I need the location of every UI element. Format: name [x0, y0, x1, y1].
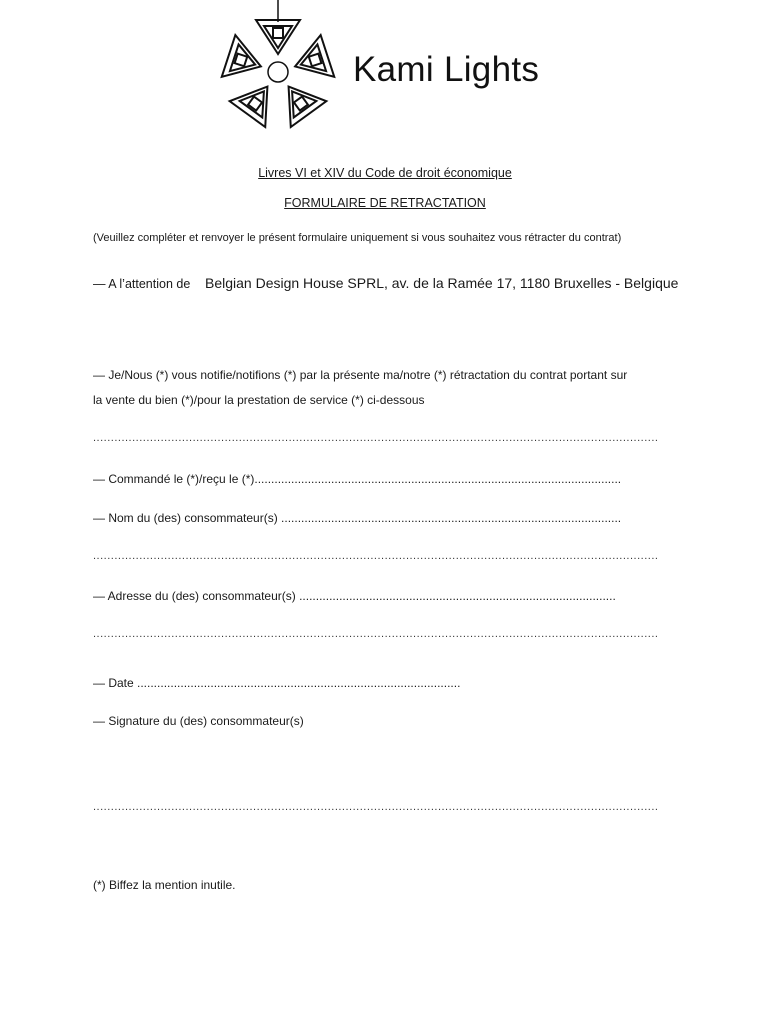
footnote: (*) Biffez la mention inutile.: [93, 878, 236, 892]
brand-name: Kami Lights: [353, 50, 540, 89]
date-field[interactable]: — Date .................................................................................................: [93, 676, 461, 690]
form-instructions: (Veuillez compléter et renvoyer le présent formulaire uniquement si vous souhaitez vous rétracter du contrat): [93, 232, 622, 244]
consumer-name-field[interactable]: — Nom du (des) consommateur(s) ......................................................................................................: [93, 511, 622, 525]
signature-label: — Signature du (des) consommateur(s): [93, 714, 304, 728]
consumer-address-field[interactable]: — Adresse du (des) consommateur(s) ...............................................................................................: [93, 589, 616, 603]
blank-line-goods[interactable]: ...............................................................................................................................................................: [93, 432, 659, 444]
blank-line-name[interactable]: ...............................................................................................................................................................: [93, 550, 659, 562]
ordered-received-field[interactable]: — Commandé le (*)/reçu le (*)..............................................................................................................: [93, 472, 622, 486]
signature-line[interactable]: ...............................................................................................................................................................: [93, 801, 659, 813]
law-reference: Livres VI et XIV du Code de droit économique: [258, 166, 512, 180]
notification-line-1: — Je/Nous (*) vous notifie/notifions (*) par la présente ma/notre (*) rétractation du contrat portant sur: [93, 368, 628, 382]
notification-line-2: la vente du bien (*)/pour la prestation de service (*) ci-dessous: [93, 393, 425, 407]
form-title: FORMULAIRE DE RETRACTATION: [284, 196, 486, 210]
attention-recipient: Belgian Design House SPRL, av. de la Ramée 17, 1180 Bruxelles - Belgique: [205, 275, 679, 291]
attention-label: — A l’attention de: [93, 277, 191, 291]
kami-lights-logo-icon: [220, 0, 336, 130]
blank-line-address[interactable]: ...............................................................................................................................................................: [93, 628, 659, 640]
